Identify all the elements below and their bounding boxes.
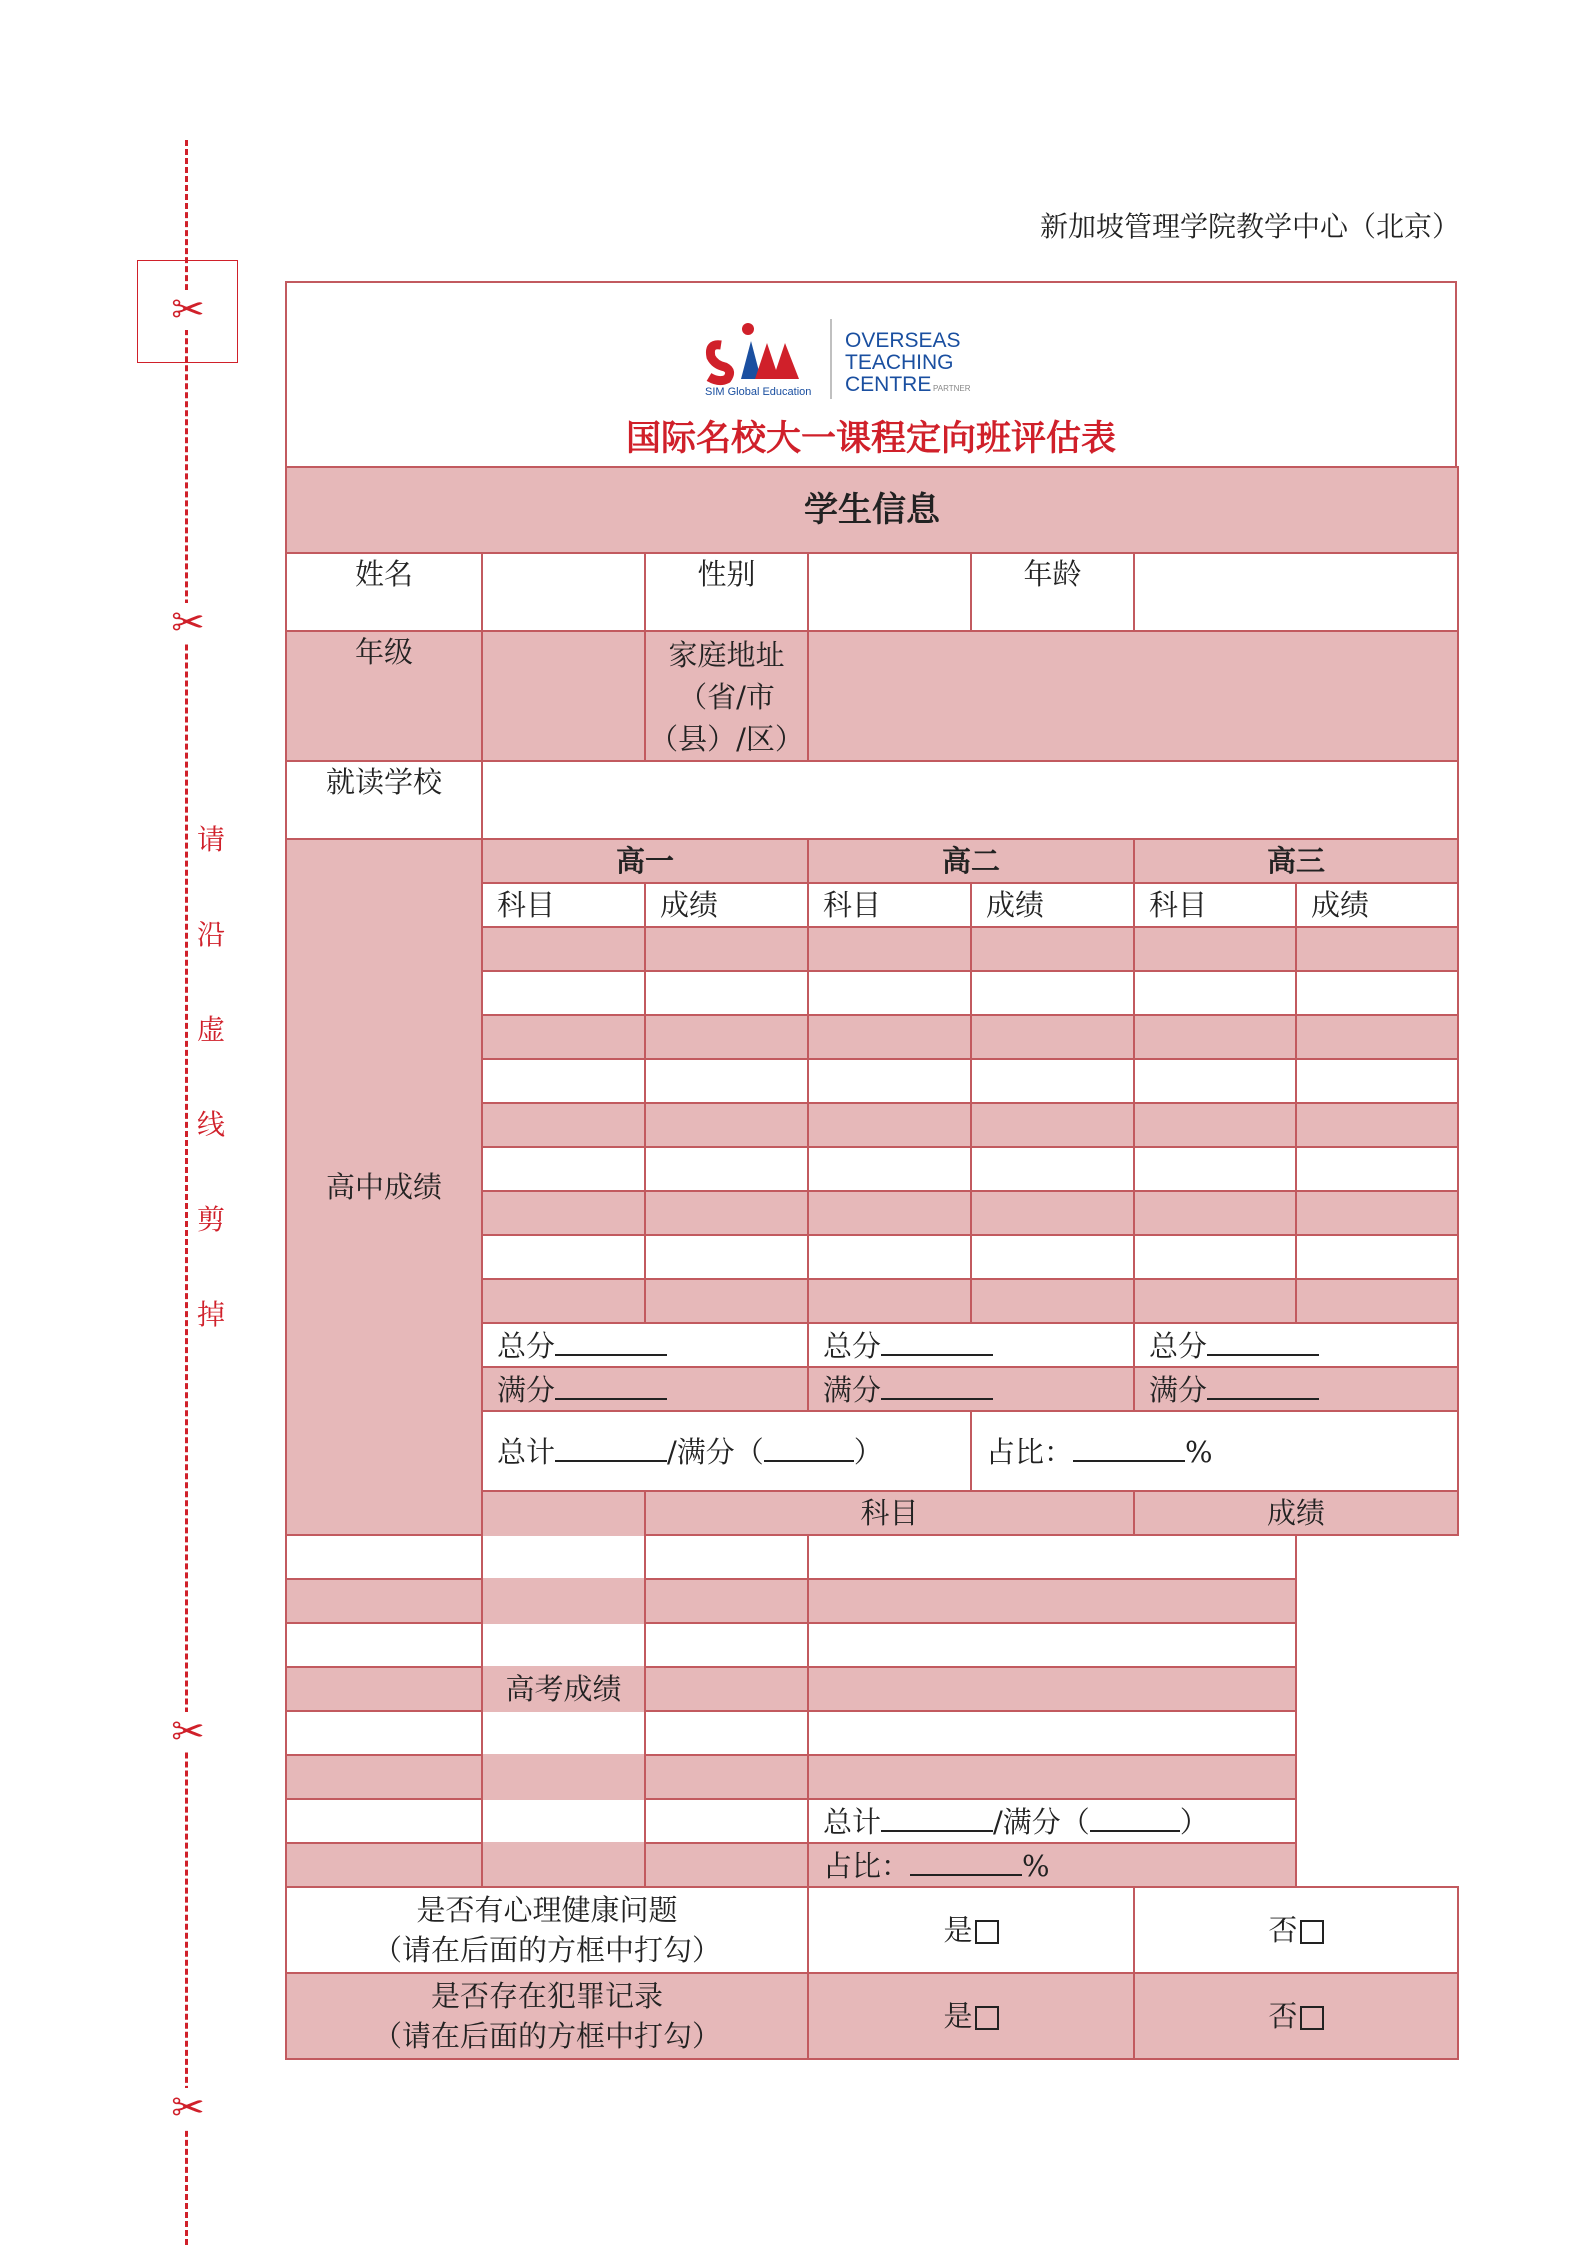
sum-full-label: /满分（ bbox=[667, 1435, 764, 1469]
gaokao-score-cell[interactable] bbox=[808, 1579, 1296, 1623]
form-header bbox=[285, 281, 1457, 466]
grade-cell[interactable] bbox=[971, 1015, 1134, 1059]
mental-question bbox=[286, 1887, 808, 1973]
sum-full-label: /满分（ bbox=[993, 1805, 1090, 1839]
sum-label: 总计 bbox=[823, 1805, 882, 1839]
grade-cell[interactable] bbox=[1296, 927, 1458, 971]
svg-text:CENTRE: CENTRE bbox=[845, 373, 932, 396]
total-label: 总分 bbox=[1149, 1329, 1208, 1363]
subject-header: 科目 bbox=[1134, 883, 1296, 927]
school-input[interactable] bbox=[482, 761, 1458, 839]
cut-instruction-char: 虚 bbox=[196, 1013, 225, 1046]
address-input[interactable] bbox=[808, 631, 1458, 761]
grade-cell[interactable] bbox=[1134, 1279, 1296, 1323]
grade-input[interactable] bbox=[482, 631, 645, 761]
grade-cell[interactable] bbox=[482, 1235, 645, 1279]
grade-cell[interactable] bbox=[971, 1279, 1134, 1323]
hs-sum-field[interactable] bbox=[482, 1411, 971, 1491]
address-label-line: 家庭地址 bbox=[668, 638, 785, 672]
gaokao-subject-cell[interactable] bbox=[286, 1623, 808, 1667]
grade-cell[interactable] bbox=[808, 971, 971, 1015]
grade-cell[interactable] bbox=[1296, 1279, 1458, 1323]
total-label: 总分 bbox=[497, 1329, 556, 1363]
high-school-label: 高中成绩 bbox=[286, 839, 482, 1535]
percent-label: % bbox=[1022, 1849, 1050, 1883]
gaokao-subject-cell[interactable] bbox=[286, 1535, 808, 1579]
mental-question-line: 是否有心理健康问题 bbox=[416, 1893, 678, 1927]
svg-text:TEACHING: TEACHING bbox=[845, 351, 954, 374]
grade-cell[interactable] bbox=[482, 1191, 645, 1235]
grade-cell[interactable] bbox=[482, 1103, 645, 1147]
no-label: 否 bbox=[1268, 1999, 1298, 2033]
grade-cell[interactable] bbox=[808, 927, 971, 971]
yes-label: 是 bbox=[943, 1999, 973, 2033]
subject-header: 科目 bbox=[482, 883, 645, 927]
scissor-icon: ✂ bbox=[168, 603, 208, 643]
svg-text:OVERSEAS: OVERSEAS bbox=[845, 329, 961, 352]
gaokao-score-cell[interactable] bbox=[808, 1535, 1296, 1579]
grade-cell[interactable] bbox=[808, 1015, 971, 1059]
percent-label: % bbox=[1185, 1435, 1213, 1469]
grade-cell[interactable] bbox=[1134, 1191, 1296, 1235]
grade-cell[interactable] bbox=[645, 971, 808, 1015]
grade-cell[interactable] bbox=[971, 971, 1134, 1015]
address-label bbox=[645, 631, 808, 761]
grade-cell[interactable] bbox=[808, 1147, 971, 1191]
sum-label: 总计 bbox=[497, 1435, 556, 1469]
grade-cell[interactable] bbox=[971, 1235, 1134, 1279]
form-title: 国际名校大一课程定向班评估表 bbox=[625, 419, 1116, 459]
grade-cell[interactable] bbox=[971, 1147, 1134, 1191]
cut-instruction-char: 剪 bbox=[196, 1203, 225, 1236]
grade-cell[interactable] bbox=[971, 1059, 1134, 1103]
logo bbox=[703, 313, 1003, 403]
grade-cell[interactable] bbox=[482, 927, 645, 971]
sum-close-label: ） bbox=[1179, 1805, 1209, 1839]
ratio-label: 占比： bbox=[986, 1435, 1074, 1469]
name-label: 姓名 bbox=[286, 553, 482, 631]
full-field[interactable] bbox=[1134, 1367, 1458, 1411]
mental-no-option[interactable] bbox=[1134, 1887, 1458, 1973]
name-input[interactable] bbox=[482, 553, 645, 631]
grade-cell[interactable] bbox=[1296, 1147, 1458, 1191]
address-label-line: （省/市 bbox=[678, 680, 775, 714]
full-field[interactable] bbox=[808, 1367, 1134, 1411]
subject-header: 科目 bbox=[808, 883, 971, 927]
total-field[interactable] bbox=[808, 1323, 1134, 1367]
gaokao-score-cell[interactable] bbox=[808, 1623, 1296, 1667]
grade-cell[interactable] bbox=[971, 1103, 1134, 1147]
grade-cell[interactable] bbox=[645, 1191, 808, 1235]
cut-dashed-line bbox=[185, 140, 188, 2245]
total-field[interactable] bbox=[482, 1323, 808, 1367]
svg-text:SIM Global Education: SIM Global Education bbox=[705, 386, 812, 398]
grade-cell[interactable] bbox=[482, 1059, 645, 1103]
svg-text:PARTNER: PARTNER bbox=[933, 384, 971, 393]
age-label: 年龄 bbox=[971, 553, 1134, 631]
cut-instruction-char: 线 bbox=[196, 1108, 225, 1141]
grade-cell[interactable] bbox=[645, 1147, 808, 1191]
grade-cell[interactable] bbox=[1134, 971, 1296, 1015]
gaokao-label: 高考成绩 bbox=[482, 1491, 645, 1887]
section-title: 学生信息 bbox=[804, 489, 941, 530]
yes-label: 是 bbox=[943, 1913, 973, 1947]
section-title-cell bbox=[286, 467, 1458, 553]
gaokao-subject-header: 科目 bbox=[645, 1491, 1134, 1535]
grade-cell[interactable] bbox=[645, 927, 808, 971]
sum-close-label: ） bbox=[853, 1435, 883, 1469]
hs-ratio-field[interactable] bbox=[971, 1411, 1458, 1491]
scissor-icon: ✂ bbox=[168, 290, 208, 330]
crime-no-option[interactable] bbox=[1134, 1973, 1458, 2059]
grade-cell[interactable] bbox=[1296, 971, 1458, 1015]
year-2-header: 高二 bbox=[808, 839, 1134, 883]
grade-cell[interactable] bbox=[1134, 1103, 1296, 1147]
full-label: 满分 bbox=[497, 1373, 556, 1407]
grade-cell[interactable] bbox=[1296, 1059, 1458, 1103]
mental-question-hint: （请在后面的方框中打勾） bbox=[372, 1933, 721, 1967]
gaokao-subject-cell[interactable] bbox=[286, 1711, 808, 1755]
grade-cell[interactable] bbox=[645, 1103, 808, 1147]
total-label: 总分 bbox=[823, 1329, 882, 1363]
grade-cell[interactable] bbox=[1134, 1147, 1296, 1191]
checkbox-icon[interactable] bbox=[975, 2006, 999, 2030]
grade-cell[interactable] bbox=[645, 1279, 808, 1323]
grade-cell[interactable] bbox=[482, 1015, 645, 1059]
checkbox-icon[interactable] bbox=[1300, 2006, 1324, 2030]
school-label: 就读学校 bbox=[286, 761, 482, 839]
gaokao-subject-cell[interactable] bbox=[286, 1755, 808, 1799]
grade-cell[interactable] bbox=[482, 1279, 645, 1323]
mental-yes-option[interactable] bbox=[808, 1887, 1134, 1973]
cut-instruction-char: 请 bbox=[196, 823, 225, 856]
grade-cell[interactable] bbox=[808, 1279, 971, 1323]
gaokao-score-header: 成绩 bbox=[1134, 1491, 1458, 1535]
grade-cell[interactable] bbox=[1134, 927, 1296, 971]
no-label: 否 bbox=[1268, 1913, 1298, 1947]
gaokao-score-cell[interactable] bbox=[808, 1667, 1296, 1711]
evaluation-form-table bbox=[285, 466, 1459, 2060]
total-field[interactable] bbox=[1134, 1323, 1458, 1367]
gaokao-subject-cell[interactable] bbox=[286, 1579, 808, 1623]
full-label: 满分 bbox=[823, 1373, 882, 1407]
gk-ratio-field[interactable] bbox=[808, 1843, 1296, 1887]
org-name: 新加坡管理学院教学中心（北京） bbox=[1039, 210, 1460, 243]
crime-yes-option[interactable] bbox=[808, 1973, 1134, 2059]
grade-cell[interactable] bbox=[482, 971, 645, 1015]
grade-cell[interactable] bbox=[808, 1235, 971, 1279]
gaokao-score-cell[interactable] bbox=[808, 1755, 1296, 1799]
score-header: 成绩 bbox=[1296, 883, 1458, 927]
grade-cell[interactable] bbox=[1134, 1059, 1296, 1103]
grade-cell[interactable] bbox=[1296, 1191, 1458, 1235]
checkbox-icon[interactable] bbox=[1300, 1920, 1324, 1944]
crime-question bbox=[286, 1973, 808, 2059]
cut-instruction-char: 沿 bbox=[196, 918, 225, 951]
grade-cell[interactable] bbox=[1296, 1235, 1458, 1279]
grade-cell[interactable] bbox=[808, 1059, 971, 1103]
scissor-icon: ✂ bbox=[168, 2088, 208, 2128]
grade-cell[interactable] bbox=[645, 1059, 808, 1103]
gender-label: 性别 bbox=[645, 553, 808, 631]
score-header: 成绩 bbox=[645, 883, 808, 927]
grade-cell[interactable] bbox=[808, 1103, 971, 1147]
grade-cell[interactable] bbox=[645, 1015, 808, 1059]
checkbox-icon[interactable] bbox=[975, 1920, 999, 1944]
scissor-icon: ✂ bbox=[168, 1712, 208, 1752]
crime-question-line: 是否存在犯罪记录 bbox=[430, 1979, 663, 2013]
gk-sum-field[interactable] bbox=[808, 1799, 1296, 1843]
cut-instruction-char: 掉 bbox=[196, 1298, 225, 1331]
gaokao-score-cell[interactable] bbox=[808, 1711, 1296, 1755]
grade-cell[interactable] bbox=[971, 927, 1134, 971]
age-input[interactable] bbox=[1134, 553, 1458, 631]
grade-cell[interactable] bbox=[645, 1235, 808, 1279]
grade-cell[interactable] bbox=[1134, 1015, 1296, 1059]
sim-otc-logo-icon bbox=[703, 313, 1003, 403]
grade-label: 年级 bbox=[286, 631, 482, 761]
full-field[interactable] bbox=[482, 1367, 808, 1411]
grade-cell[interactable] bbox=[808, 1191, 971, 1235]
year-3-header: 高三 bbox=[1134, 839, 1458, 883]
grade-cell[interactable] bbox=[482, 1147, 645, 1191]
grade-cell[interactable] bbox=[1134, 1235, 1296, 1279]
gender-input[interactable] bbox=[808, 553, 971, 631]
address-label-line: （县）/区） bbox=[649, 722, 804, 756]
gaokao-subject-cell[interactable] bbox=[286, 1799, 808, 1843]
year-1-header: 高一 bbox=[482, 839, 808, 883]
full-label: 满分 bbox=[1149, 1373, 1208, 1407]
ratio-label: 占比： bbox=[823, 1849, 911, 1883]
crime-question-hint: （请在后面的方框中打勾） bbox=[372, 2019, 721, 2053]
score-header: 成绩 bbox=[971, 883, 1134, 927]
grade-cell[interactable] bbox=[971, 1191, 1134, 1235]
grade-cell[interactable] bbox=[1296, 1103, 1458, 1147]
gaokao-subject-cell[interactable] bbox=[286, 1843, 808, 1887]
grade-cell[interactable] bbox=[1296, 1015, 1458, 1059]
